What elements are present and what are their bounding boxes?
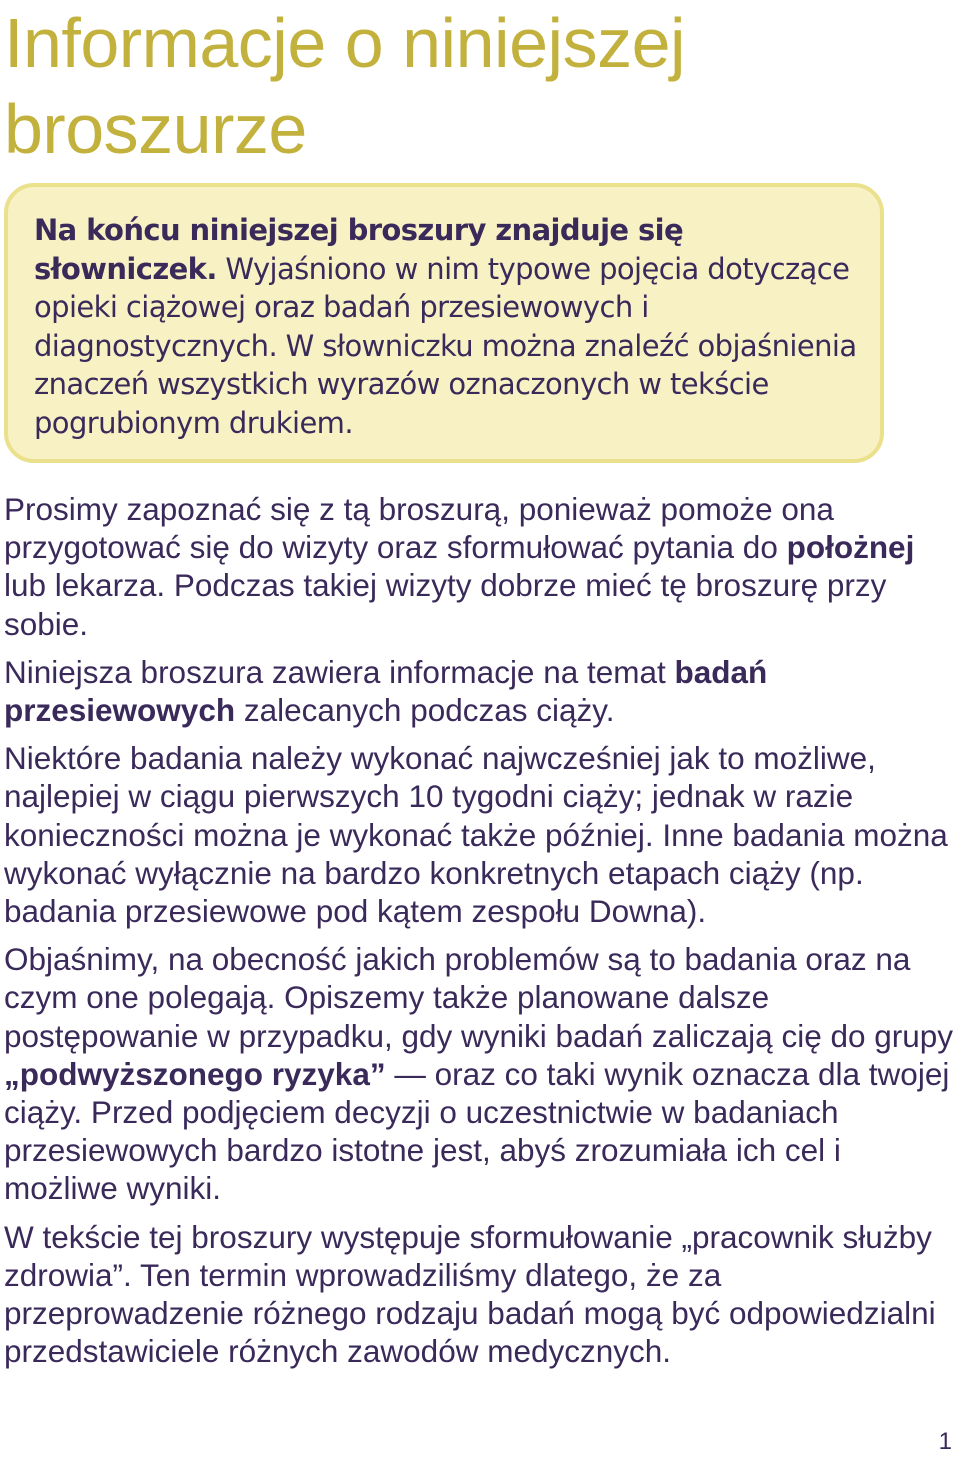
page-number: 1 (938, 1428, 952, 1455)
paragraph-purpose-text-c: lub lekarza. Podczas takiej wizyty dobrze mieć tę broszurę przy sobie. (4, 567, 887, 642)
paragraph-explanation-text-c: — oraz co taki wynik oznacza dla twojej ciąży. Przed podjęciem decyzji o uczestnictwie w badaniach przesiewowych bardzo istotne jest, abyś zrozumiała ich cel i możliwe wyniki. (4, 1055, 950, 1207)
paragraph-contents-text-a: Niniejsza broszura zawiera informacje na temat (4, 653, 675, 690)
paragraph-contents (4, 653, 954, 729)
paragraph-explanation-text-a: Objaśnimy, na obecność jakich problemów są to badania oraz na czym one polegają. Opiszemy także planowane dalsze postępowanie w przypadku, gdy wyniki badań zaliczają cię do grupy (4, 941, 954, 1054)
body-text (4, 490, 954, 1380)
glossary-note (34, 211, 860, 442)
paragraph-explanation (4, 940, 954, 1207)
paragraph-contents-text-c: zalecanych podczas ciąży. (235, 692, 615, 729)
glossary-term-screening: badań przesiewowych (4, 653, 768, 729)
glossary-note-text: Wyjaśniono w nim typowe pojęcia dotyczące opieki ciążowej oraz badań przesiewowych i diagnostycznych. W słowniczku można znaleźć objaśnienia znaczeń wszystkich wyrazów oznaczonych w tekście pogrubionym drukiem. (34, 251, 857, 440)
paragraph-health-worker: W tekście tej broszury występuje sformułowanie „pracownik służby zdrowia”. Ten termin wprowadziliśmy dlatego, że za przeprowadzenie różnego rodzaju badań mogą być odpowiedzialni przedstawiciele różnych zawodów medycznych. (4, 1218, 936, 1370)
glossary-info-box (4, 183, 884, 463)
paragraph-purpose-text-a: Prosimy zapoznać się z tą broszurą, ponieważ pomoże ona przygotować się do wizyty oraz sformułować pytania do (4, 491, 834, 566)
glossary-note-bold-lead: Na końcu niniejszej broszury znajduje się słowniczek. (34, 213, 684, 286)
glossary-term-midwife: położnej (786, 529, 915, 566)
glossary-term-higher-risk: „podwyższonego ryzyka” (4, 1055, 386, 1092)
page-title: Informacje o niniejszej broszurze (4, 4, 686, 168)
paragraph-timing: Niektóre badania należy wykonać najwcześniej jak to możliwe, najlepiej w ciągu pierwszych 10 tygodni ciąży; jednak w razie konieczności można je wykonać także później. Inne badania można wykonać wyłącznie na bardzo konkretnych etapach ciąży (np. badania przesiewowe pod kątem zespołu Downa). (4, 740, 948, 930)
paragraph-purpose (4, 490, 954, 643)
